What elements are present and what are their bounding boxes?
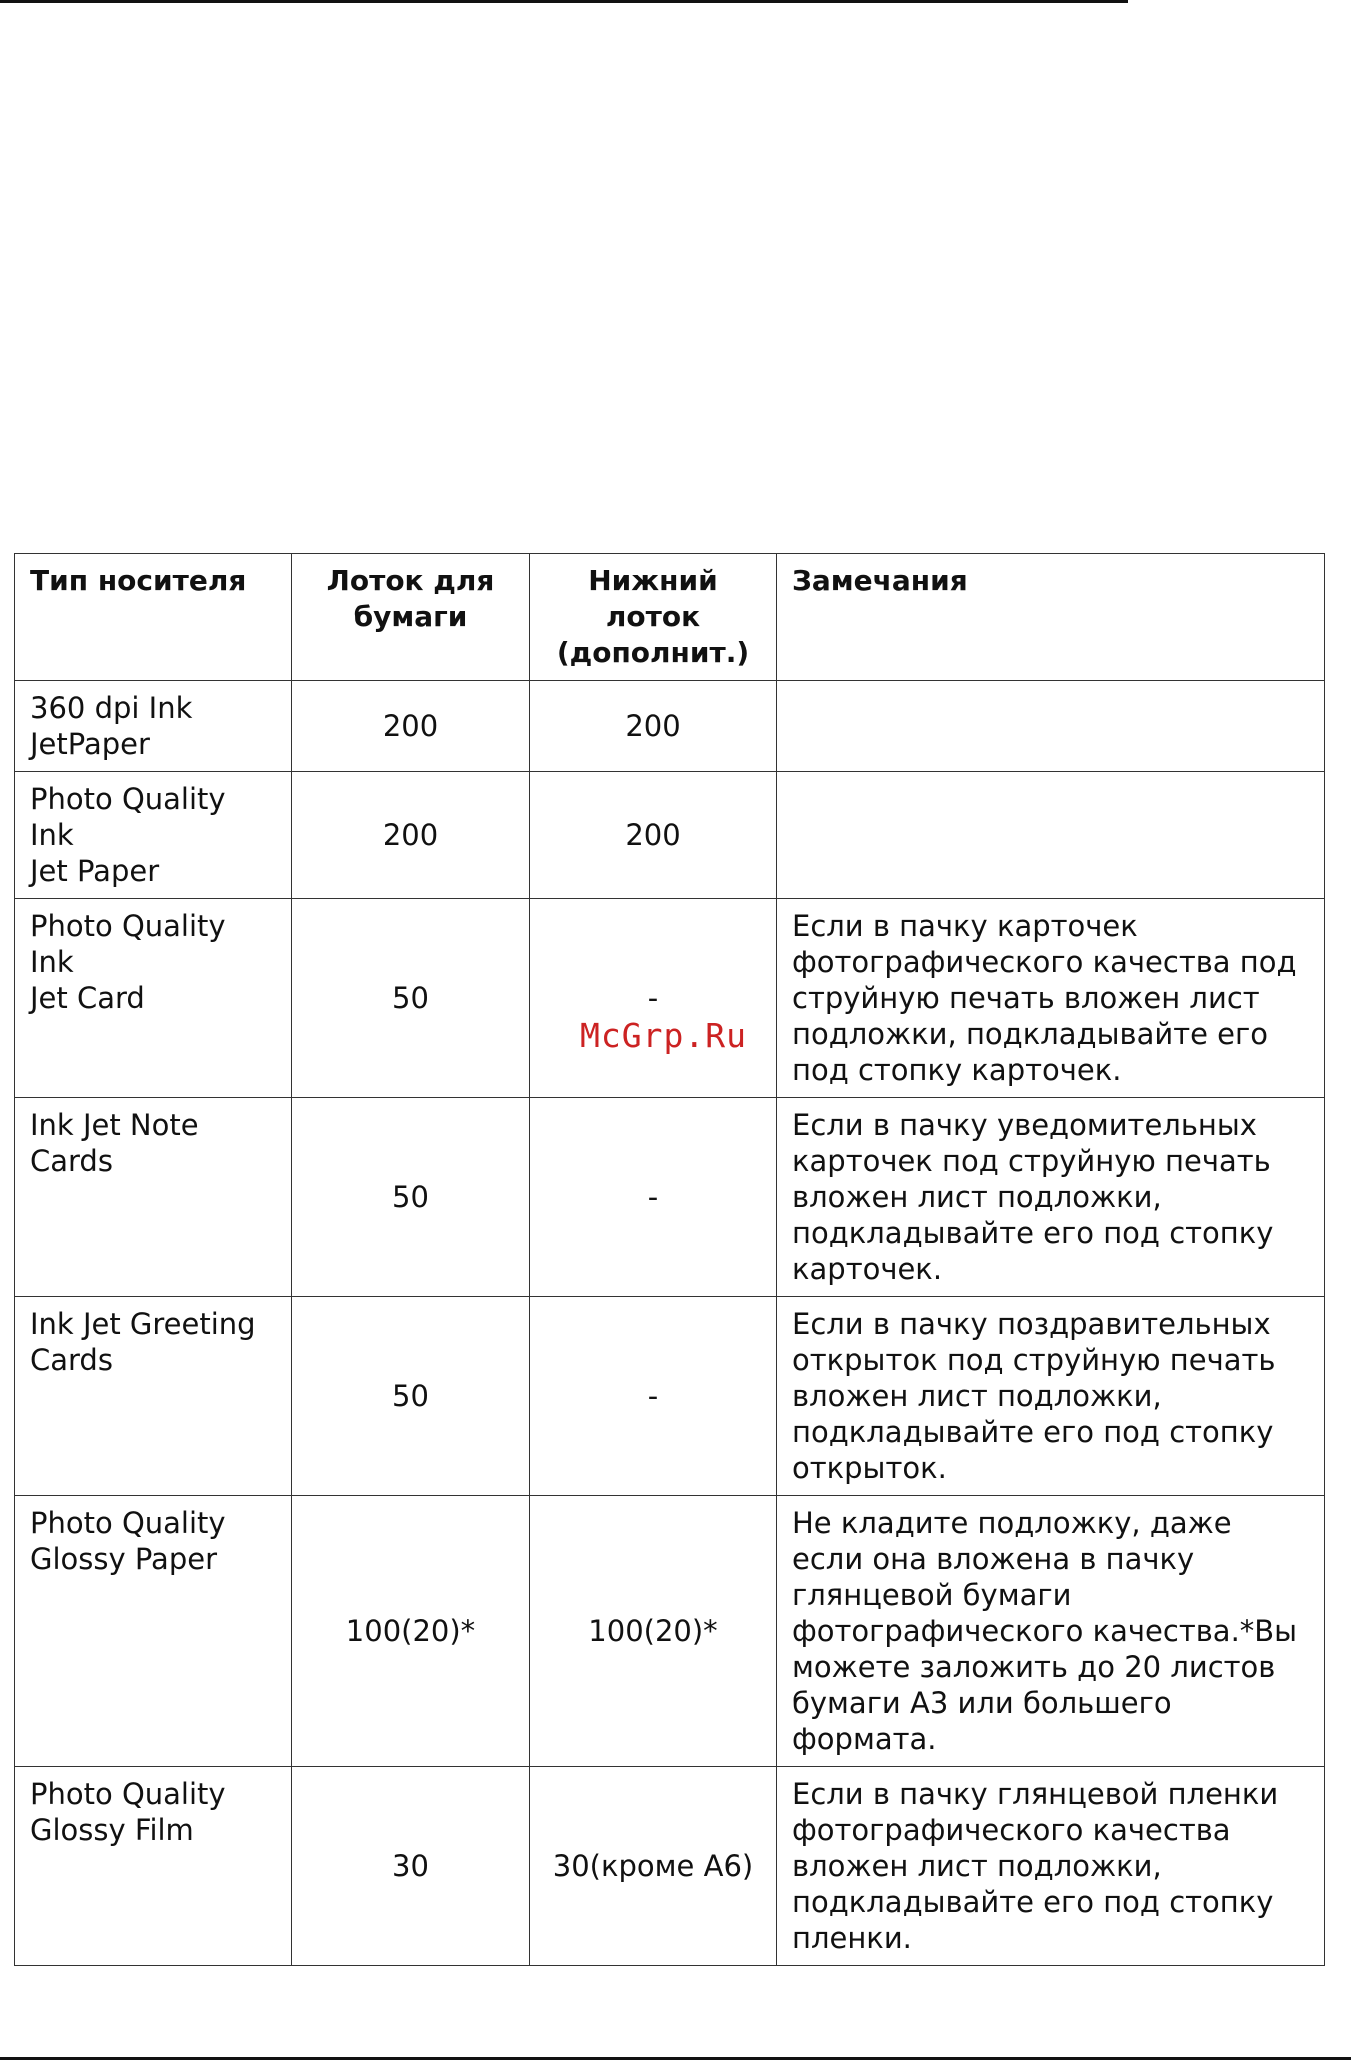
cell-lower-capacity: -: [530, 1297, 777, 1496]
cell-notes: Если в пачку глянцевой пленки фотографического качества вложен лист подложки, подкладывайте его под стопку пленки.: [777, 1767, 1325, 1966]
cell-lower-capacity: 30(кроме А6): [530, 1767, 777, 1966]
cell-notes: [777, 772, 1325, 899]
table-header-row: [15, 554, 1325, 681]
cell-media-type: Ink Jet Note Cards: [15, 1098, 292, 1297]
cell-media-type: Ink Jet Greeting Cards: [15, 1297, 292, 1496]
cell-tray-capacity: 30: [292, 1767, 530, 1966]
cell-lower-capacity: 200: [530, 681, 777, 772]
top-rule: [0, 0, 1128, 3]
table-row: [15, 681, 1325, 772]
cell-notes: Если в пачку поздравительных открыток под струйную печать вложен лист подложки, подкладывайте его под стопку открыток.: [777, 1297, 1325, 1496]
cell-media-type: Photo Quality Glossy Film: [15, 1767, 292, 1966]
table-row: [15, 1496, 1325, 1767]
cell-tray-capacity: 200: [292, 772, 530, 899]
media-capacity-table: [14, 553, 1325, 1966]
cell-media-type: 360 dpi Ink JetPaper: [15, 681, 292, 772]
cell-tray-capacity: 100(20)*: [292, 1496, 530, 1767]
table-row: [15, 772, 1325, 899]
header-paper-tray: Лоток для бумаги: [292, 554, 530, 681]
cell-lower-capacity: 200: [530, 772, 777, 899]
cell-lower-capacity: 100(20)*: [530, 1496, 777, 1767]
table-row: [15, 1297, 1325, 1496]
cell-lower-capacity: -: [530, 1098, 777, 1297]
cell-lower-capacity: -: [530, 899, 777, 1098]
cell-tray-capacity: 50: [292, 1098, 530, 1297]
cell-notes: Если в пачку карточек фотографического качества под струйную печать вложен лист подложки, подкладывайте его под стопку карточек.: [777, 899, 1325, 1098]
cell-media-type: Photo Quality Ink Jet Card: [15, 899, 292, 1098]
cell-media-type: Photo Quality Ink Jet Paper: [15, 772, 292, 899]
bottom-rule: [0, 2057, 1351, 2060]
cell-notes: Не кладите подложку, даже если она вложена в пачку глянцевой бумаги фотографического качества.*Вы можете заложить до 20 листов бумаги А3 или большего формата.: [777, 1496, 1325, 1767]
cell-tray-capacity: 200: [292, 681, 530, 772]
table-row: [15, 1767, 1325, 1966]
cell-media-type: Photo Quality Glossy Paper: [15, 1496, 292, 1767]
cell-notes: [777, 681, 1325, 772]
header-media-type: Тип носителя: [15, 554, 292, 681]
header-lower-tray: Нижний лоток (дополнит.): [530, 554, 777, 681]
table-row: [15, 1098, 1325, 1297]
header-notes: Замечания: [777, 554, 1325, 681]
cell-notes: Если в пачку уведомительных карточек под струйную печать вложен лист подложки, подкладывайте его под стопку карточек.: [777, 1098, 1325, 1297]
cell-tray-capacity: 50: [292, 1297, 530, 1496]
cell-tray-capacity: 50: [292, 899, 530, 1098]
watermark: McGrp.Ru: [580, 1016, 747, 1055]
table-row: [15, 899, 1325, 1098]
